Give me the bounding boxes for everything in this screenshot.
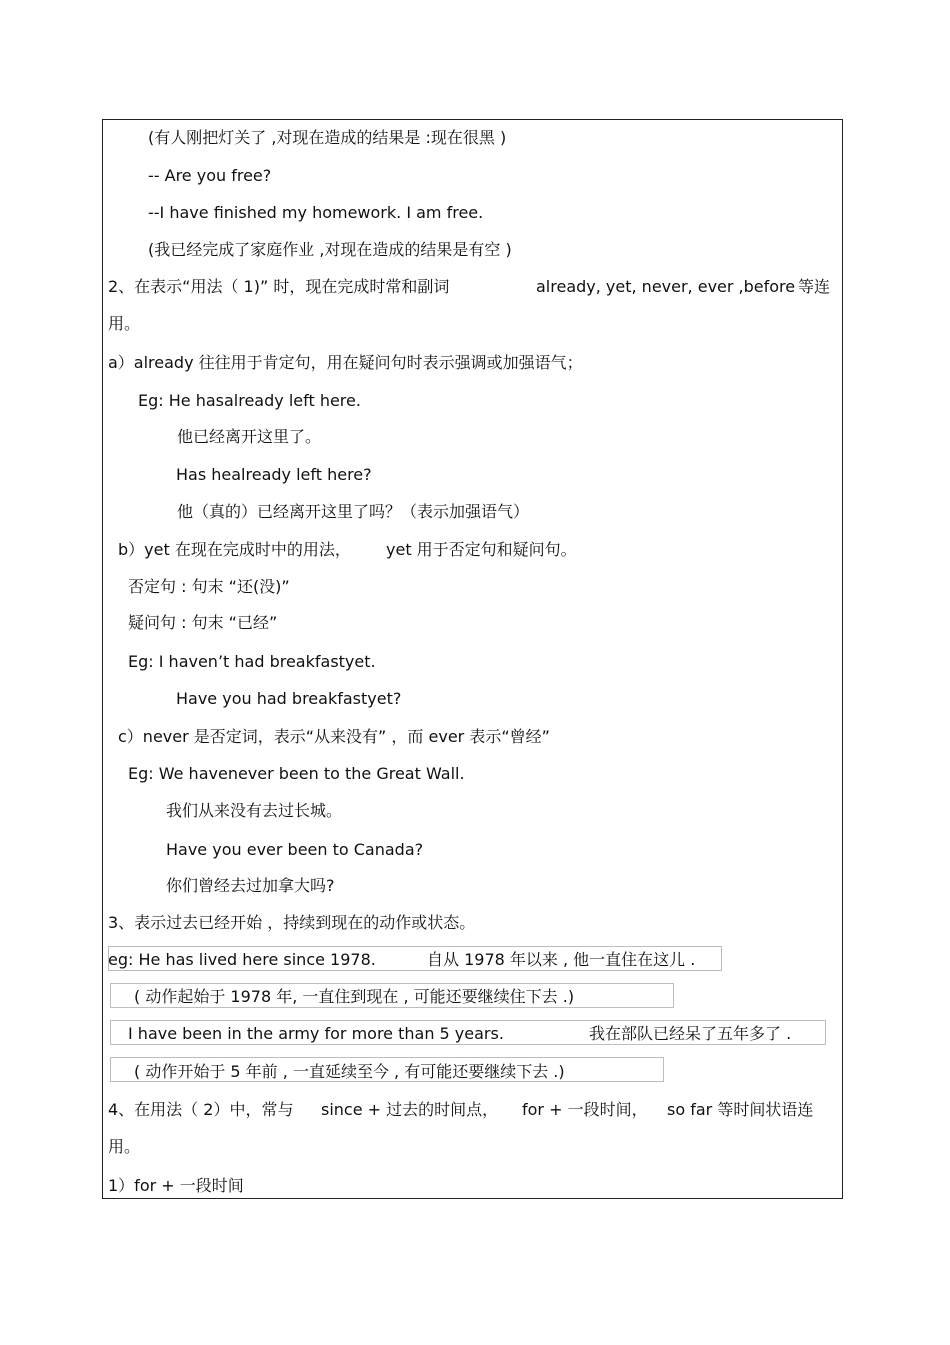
subsection-1: 1）for + 一段时间 — [108, 1176, 244, 1195]
text-line: -- Are you free? — [148, 166, 272, 185]
section-heading-4: 4、在用法（ 2）中，常与 — [108, 1100, 294, 1119]
example-line: I have been in the army for more than 5 years. — [128, 1024, 504, 1043]
subsection-b: b）yet 在现在完成时中的用法， — [118, 540, 351, 559]
example-line: eg: He has lived here since 1978. — [108, 950, 376, 969]
text-line: since + 过去的时间点， — [321, 1100, 499, 1119]
text-line: so far 等时间状语连 — [667, 1100, 814, 1119]
subsection-a: a）already 往往用于肯定句，用在疑问句时表示强调或加强语气； — [108, 353, 583, 372]
text-line: 否定句 : 句末 “还(没)” — [128, 577, 290, 596]
adverb-list: already, yet, never, ever ,before — [536, 277, 796, 296]
translation-line: 自从 1978 年以来 , 他一直住在这儿 . — [427, 950, 696, 969]
subsection-c: c）never 是否定词，表示“从来没有” ，而 ever 表示“曾经” — [118, 727, 550, 746]
section-heading-2: 2、在表示“用法（ 1)” 时，现在完成时常和副词 — [108, 277, 450, 296]
note-line: ( 动作开始于 5 年前 , 一直延续至今 , 有可能还要继续下去 .) — [134, 1062, 565, 1081]
text-line: for + 一段时间， — [522, 1100, 648, 1119]
text-line: 用。 — [108, 314, 141, 333]
translation-line: 我在部队已经呆了五年多了 . — [589, 1024, 792, 1043]
text-line: 用。 — [108, 1137, 141, 1156]
text-line: 等连 — [798, 277, 831, 296]
translation-line: 他已经离开这里了。 — [177, 427, 322, 446]
text-line: yet 用于否定句和疑问句。 — [386, 540, 577, 559]
example-line: Eg: He hasalready left here. — [138, 391, 361, 410]
text-line: --I have finished my homework. I am free. — [148, 203, 484, 222]
example-line: Has healready left here? — [176, 465, 372, 484]
example-line: Eg: We havenever been to the Great Wall. — [128, 764, 465, 783]
translation-line: 你们曾经去过加拿大吗? — [166, 876, 335, 895]
text-line: 疑问句 : 句末 “已经” — [128, 613, 278, 632]
example-line: Eg: I haven’t had breakfastyet. — [128, 652, 376, 671]
translation-line: 他（真的）已经离开这里了吗？（表示加强语气） — [177, 502, 530, 521]
example-line: Have you had breakfastyet? — [176, 689, 402, 708]
section-heading-3: 3、表示过去已经开始 ，持续到现在的动作或状态。 — [108, 913, 476, 932]
note-line: ( 动作起始于 1978 年, 一直住到现在 , 可能还要继续住下去 .) — [134, 987, 575, 1006]
translation-line: 我们从来没有去过长城。 — [166, 801, 343, 820]
text-line: (我已经完成了家庭作业 ,对现在造成的结果是有空 ) — [148, 240, 512, 259]
example-line: Have you ever been to Canada? — [166, 840, 424, 859]
text-line: (有人刚把灯关了 ,对现在造成的结果是 :现在很黑 ) — [148, 128, 507, 147]
